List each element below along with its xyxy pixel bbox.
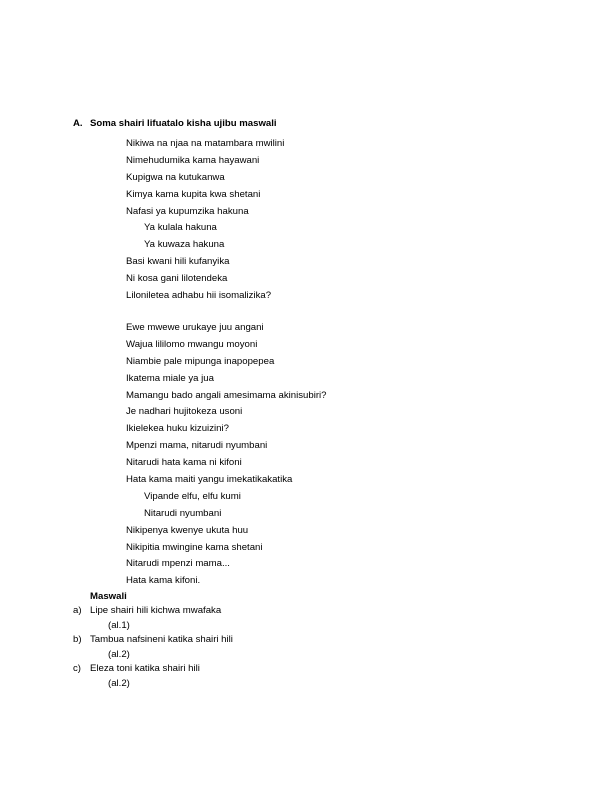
section-title: Soma shairi lifuatalo kisha ujibu maswali [90, 118, 277, 129]
poem-line: Hata kama maiti yangu imekatikakatika [126, 474, 293, 486]
question-marks: (al.2) [108, 649, 130, 660]
poem-line: Nikipitia mwingine kama shetani [126, 541, 263, 553]
poem-line: Ni kosa gani lilotendeka [126, 273, 228, 285]
poem-stanza-2 [126, 320, 327, 590]
poem-line: Mpenzi mama, nitarudi nyumbani [126, 440, 268, 452]
question-marks: (al.1) [108, 620, 130, 631]
poem-line: Nimehudumika kama hayawani [126, 154, 260, 166]
poem-line: Ikielekea huku kizuizini? [126, 423, 229, 435]
poem-line: Je nadhari hujitokeza usoni [126, 406, 243, 418]
poem-line: Niambie pale mipunga inapopepea [126, 355, 275, 367]
poem-line: Mamangu bado angali amesimama akinisubiri? [126, 389, 327, 401]
question-letter: b) [73, 634, 82, 645]
question-text: Lipe shairi hili kichwa mwafaka [90, 605, 222, 616]
questions-heading: Maswali [90, 591, 127, 602]
poem-line: Nafasi ya kupumzika hakuna [126, 205, 249, 217]
question-marks: (al.2) [108, 678, 130, 689]
question-text: Eleza toni katika shairi hili [90, 663, 200, 674]
poem-line: Vipande elfu, elfu kumi [144, 490, 241, 502]
question-letter: c) [73, 663, 81, 674]
poem-line: Nikipenya kwenye ukuta huu [126, 524, 249, 536]
poem-line: Ya kuwaza hakuna [144, 239, 225, 251]
poem-line: Nitarudi mpenzi mama... [126, 558, 230, 570]
poem-line: Ewe mwewe urukaye juu angani [126, 322, 264, 333]
section-letter: A. [73, 118, 83, 129]
poem-line: Hata kama kifoni. [126, 575, 201, 587]
poem-line: Kupigwa na kutukanwa [126, 171, 225, 183]
poem-line: Nitarudi nyumbani [144, 507, 222, 519]
question-text: Tambua nafsineni katika shairi hili [90, 634, 233, 645]
poem-line: Basi kwani hili kufanyika [126, 256, 230, 268]
poem-line: Kimya kama kupita kwa shetani [126, 188, 261, 200]
poem-line: Nikiwa na njaa na matambara mwilini [126, 138, 285, 149]
poem-line: Wajua lililomo mwangu moyoni [126, 338, 258, 350]
section-heading [73, 118, 277, 129]
poem-line: Nitarudi hata kama ni kifoni [126, 457, 242, 469]
poem-line: Liloniletea adhabu hii isomalizika? [126, 290, 272, 302]
poem-line: Ya kulala hakuna [144, 222, 217, 234]
question-letter: a) [73, 605, 82, 616]
poem-line: Ikatema miale ya jua [126, 372, 214, 384]
poem-stanza-1 [126, 136, 284, 305]
